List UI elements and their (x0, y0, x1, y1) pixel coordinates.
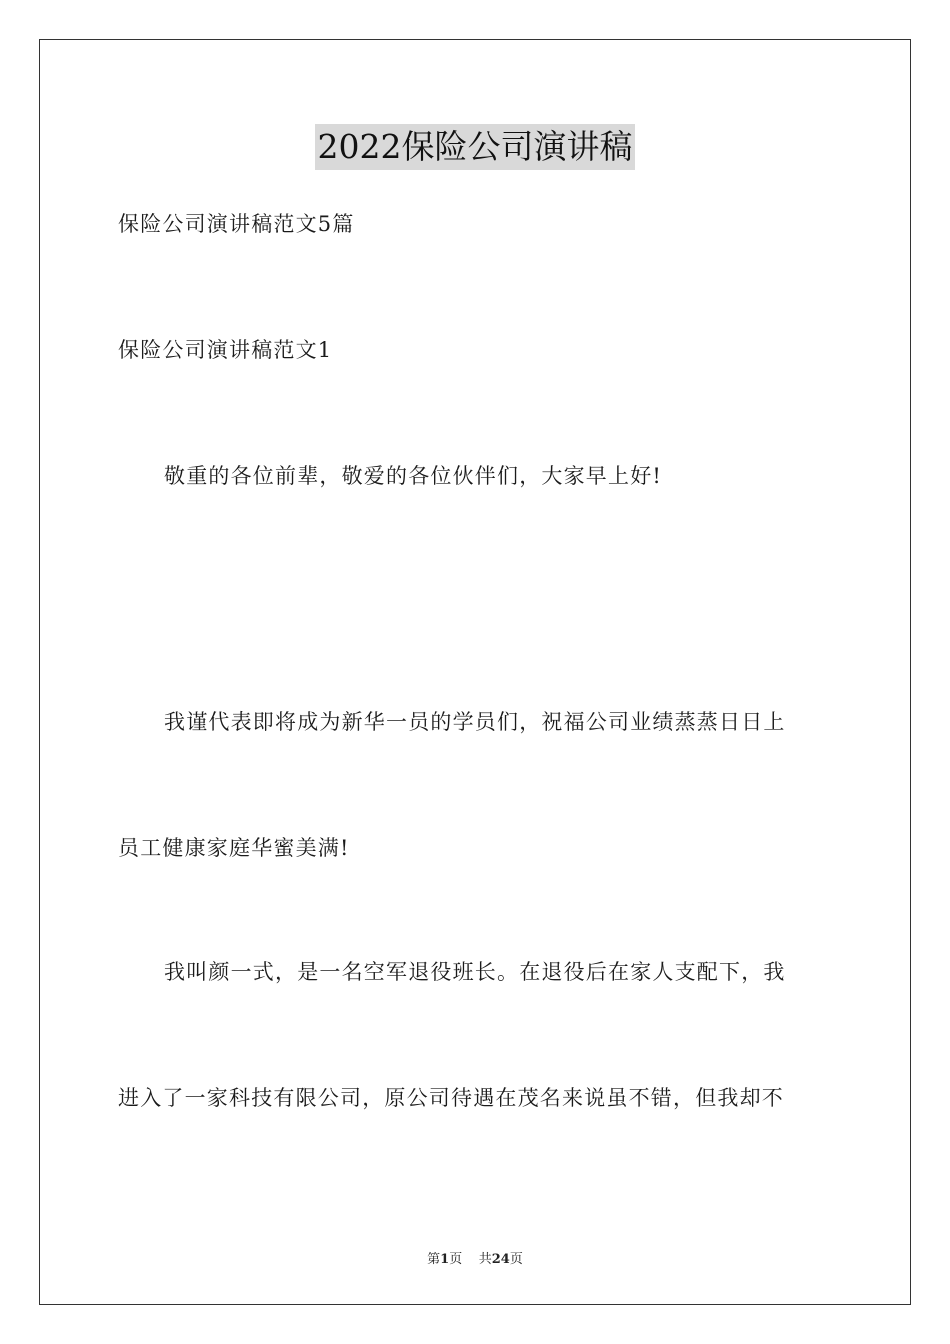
section-heading: 保险公司演讲稿范文1 (118, 338, 333, 362)
page-number-prefix: 第 (427, 1252, 441, 1267)
paragraph-line: 我叫颜一式，是一名空军退役班长。在退役后在家人支配下，我 (164, 960, 786, 984)
page-number-suffix: 页 (449, 1252, 463, 1267)
page-footer (0, 1248, 950, 1267)
subtitle: 保险公司演讲稿范文5篇 (118, 212, 355, 236)
paragraph-line: 敬重的各位前辈，敬爱的各位伙伴们，大家早上好! (164, 464, 663, 488)
page-total-suffix: 页 (509, 1252, 523, 1267)
page-total-prefix: 共 (478, 1252, 492, 1267)
paragraph-line: 员工健康家庭华蜜美满! (118, 836, 350, 860)
paragraph-line: 我谨代表即将成为新华一员的学员们，祝福公司业绩蒸蒸日日上 (164, 710, 786, 734)
page-total-count: 24 (491, 1252, 510, 1267)
page-number-current: 1 (440, 1252, 450, 1267)
title-container (0, 124, 950, 170)
paragraph-line: 进入了一家科技有限公司，原公司待遇在茂名来说虽不错，但我却不 (118, 1086, 784, 1110)
document-title: 2022保险公司演讲稿 (315, 124, 636, 170)
